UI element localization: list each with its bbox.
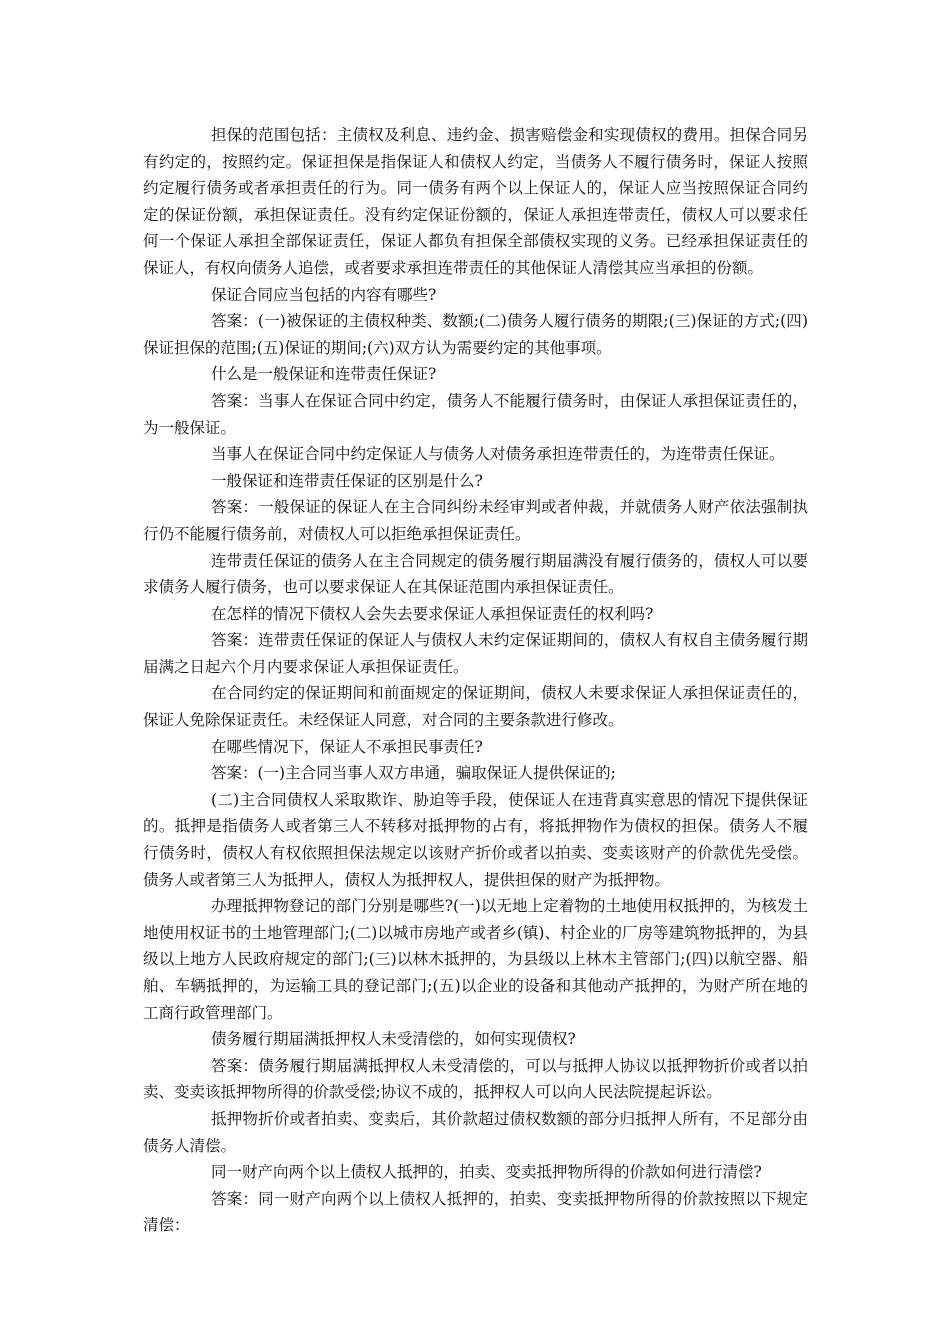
answer-realize-claim: 答案：债务履行期届满抵押权人未受清偿的，可以与抵押人协议以抵押物折价或者以拍卖、变卖该抵押物所得的价款受偿;协议不成的，抵押权人可以向人民法院提起诉讼。 xyxy=(143,1056,808,1102)
paragraph-joint-liability: 连带责任保证的债务人在主合同规定的债务履行期届满没有履行债务的，债权人可以要求债务人履行债务，也可以要求保证人在其保证范围内承担保证责任。 xyxy=(143,551,808,597)
answer-losing-rights: 答案：连带责任保证的保证人与债权人未约定保证期间的，债权人有权自主债务履行期届满之日起六个月内要求保证人承担保证责任。 xyxy=(143,631,808,676)
paragraph-joint-guarantee: 当事人在保证合同中约定保证人与债务人对债务承担连带责任的，为连带责任保证。 xyxy=(211,445,785,464)
answer-difference: 答案：一般保证的保证人在主合同纠纷未经审判或者仲裁，并就债务人财产依法强制执行仍不能履行债务前，对债权人可以拒绝承担保证责任。 xyxy=(143,498,808,543)
answer-no-liability-2: (二)主合同债权人采取欺诈、胁迫等手段，使保证人在违背真实意思的情况下提供保证的。抵押是指债务人或者第三人不转移对抵押物的占有，将抵押物作为债权的担保。债务人不履行债务时，债权人有权依照担保法规定以该财产折价或者以拍卖、变卖该财产的价款优先受偿。债务人或者第三人为抵押人，债权人为抵押权人，提供担保的财产为抵押物。 xyxy=(143,790,808,889)
answer-multiple-mortgagees: 答案：同一财产向两个以上债权人抵押的，拍卖、变卖抵押物所得的价款按照以下规定清偿： xyxy=(143,1189,808,1235)
question-general-vs-joint: 什么是一般保证和连带责任保证? xyxy=(211,365,437,384)
question-realize-claim: 债务履行期届满抵押权人未受清偿的，如何实现债权? xyxy=(211,1030,576,1049)
paragraph-registration-departments: 办理抵押物登记的部门分别是哪些?(一)以无地上定着物的土地使用权抵押的，为核发土地使用权证书的土地管理部门;(二)以城市房地产或者乡(镇)、村企业的厂房等建筑物抵押的，为县级以上地方人民政府规定的部门;(三)以林木抵押的，为县级以上林木主管部门;(四)以航空器、船舶、车辆抵押的，为运输工具的登记部门;(五)以企业的设备和其他动产抵押的，为财产所在地的工商行政管理部门。 xyxy=(143,897,808,1022)
question-losing-rights: 在怎样的情况下债权人会失去要求保证人承担保证责任的权利吗? xyxy=(211,604,654,623)
answer-contract-contents: 答案：(一)被保证的主债权种类、数额;(二)债务人履行债务的期限;(三)保证的方式;(四)保证担保的范围;(五)保证的期间;(六)双方认为需要约定的其他事项。 xyxy=(143,312,808,357)
paragraph-guarantee-scope: 担保的范围包括：主债权及利息、违约金、损害赔偿金和实现债权的费用。担保合同另有约定的，按照约定。保证担保是指保证人和债权人约定，当债务人不履行债务时，保证人按照约定履行债务或者承担责任的行为。同一债务有两个以上保证人的，保证人应当按照保证合同约定的保证份额，承担保证责任。没有约定保证份额的，保证人承担连带责任，债权人可以要求任何一个保证人承担全部保证责任，保证人都负有担保全部债权实现的义务。已经承担保证责任的保证人，有权向债务人追偿，或者要求承担连带责任的其他保证人清偿其应当承担的份额。 xyxy=(143,126,808,277)
question-multiple-mortgagees: 同一财产向两个以上债权人抵押的，拍卖、变卖抵押物所得的价款如何进行清偿? xyxy=(211,1163,762,1182)
document-body xyxy=(143,122,808,1239)
paragraph-guarantee-period: 在合同约定的保证期间和前面规定的保证期间，债权人未要求保证人承担保证责任的，保证人免除保证责任。未经保证人同意，对合同的主要条款进行修改。 xyxy=(143,684,808,730)
question-contract-contents: 保证合同应当包括的内容有哪些? xyxy=(211,285,437,304)
paragraph-surplus: 抵押物折价或者拍卖、变卖后，其价款超过债权数额的部分归抵押人所有，不足部分由债务人清偿。 xyxy=(143,1109,808,1155)
answer-general-guarantee: 答案：当事人在保证合同中约定，债务人不能履行债务时，由保证人承担保证责任的，为一般保证。 xyxy=(143,391,808,437)
answer-no-liability-1: 答案：(一)主合同当事人双方串通，骗取保证人提供保证的; xyxy=(211,764,616,783)
question-no-liability: 在哪些情况下，保证人不承担民事责任? xyxy=(211,737,483,756)
question-difference: 一般保证和连带责任保证的区别是什么? xyxy=(211,471,483,490)
